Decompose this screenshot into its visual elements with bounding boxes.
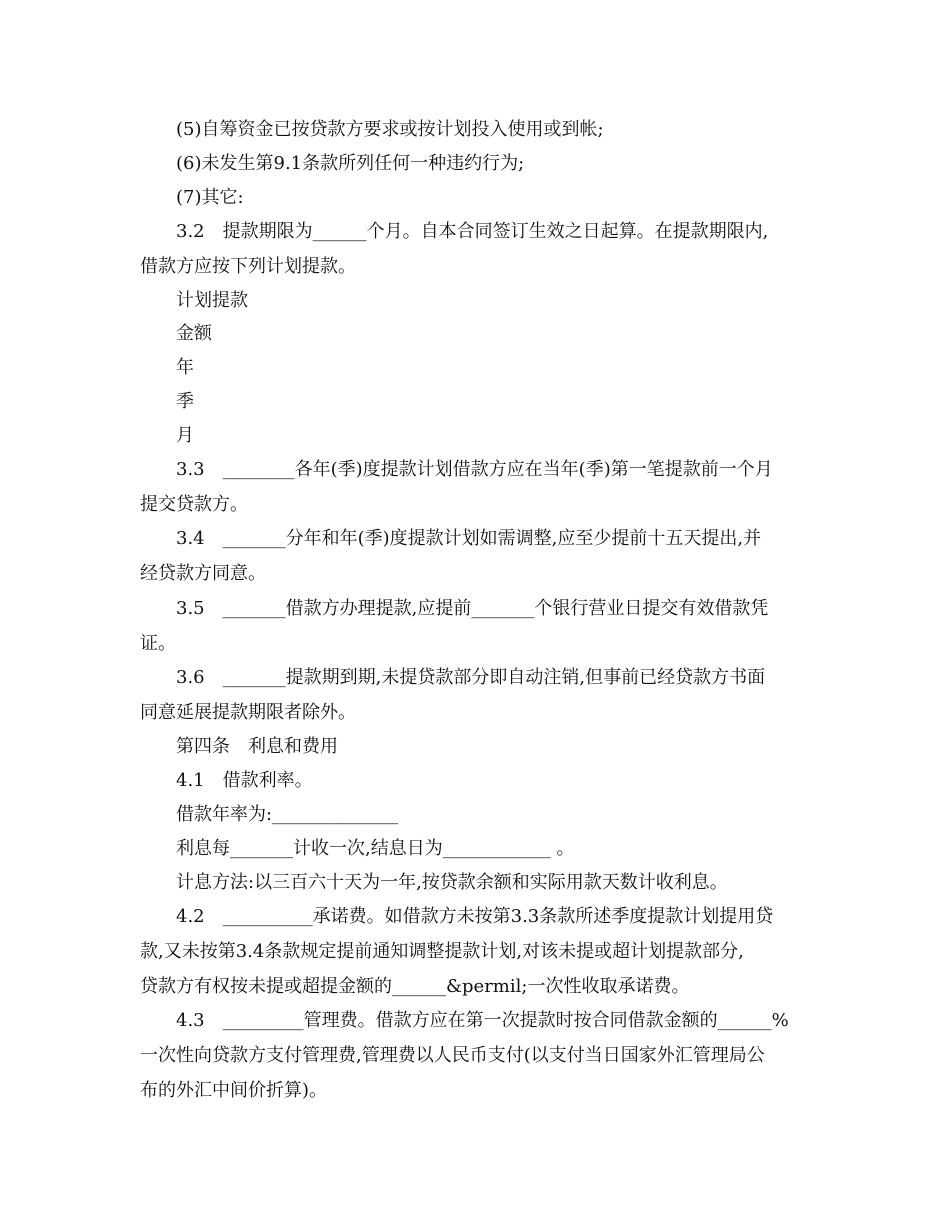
text-line: 借款年率为:______________ (176, 804, 399, 825)
text-line: 利息每_______计收一次,结息日为____________ 。 (176, 838, 575, 859)
text-line: 金额 (176, 323, 212, 344)
text-line: 布的外汇中间价折算)。 (140, 1080, 328, 1101)
text-line: 年 (176, 357, 194, 378)
text-line: 提交贷款方。 (140, 494, 248, 515)
text-line: 经贷款方同意。 (140, 563, 266, 584)
text-line: 3.3 ________各年(季)度提款计划借款方应在当年(季)第一笔提款前一个月 (176, 459, 773, 480)
text-line: 贷款方有权按未提或超提金额的______&permil;一次性收取承诺费。 (140, 976, 690, 997)
text-line: 3.2 提款期限为______个月。自本合同签订生效之日起算。在提款期限内, (176, 221, 769, 242)
text-line: (5)自筹资金已按贷款方要求或按计划投入使用或到帐; (176, 119, 604, 140)
text-line: 计息方法:以三百六十天为一年,按贷款余额和实际用款天数计收利息。 (176, 872, 728, 893)
text-line: 3.5 _______借款方办理提款,应提前_______个银行营业日提交有效借款凭 (176, 598, 769, 619)
text-line: 3.6 _______提款期到期,未提贷款部分即自动注销,但事前已经贷款方书面 (176, 667, 766, 688)
text-line: 款,又未按第3.4条款规定提前通知调整提款计划,对该未提或超计划提款部分, (140, 941, 744, 962)
section-heading: 第四条 利息和费用 (176, 736, 338, 757)
text-line: 4.1 借款利率。 (176, 770, 313, 791)
text-line: 季 (176, 391, 194, 412)
text-line: 月 (176, 425, 194, 446)
text-line: (7)其它: (176, 187, 244, 208)
text-line: 一次性向贷款方支付管理费,管理费以人民币支付(以支付当日国家外汇管理局公 (140, 1045, 765, 1066)
text-line: 4.2 __________承诺费。如借款方未按第3.3条款所述季度提款计划提用贷 (176, 906, 774, 927)
text-line: 3.4 _______分年和年(季)度提款计划如需调整,应至少提前十五天提出,并 (176, 528, 762, 549)
text-line: 计划提款 (176, 290, 248, 311)
text-line: 4.3 _________管理费。借款方应在第一次提款时按合同借款金额的______% (176, 1010, 789, 1031)
text-line: (6)未发生第9.1条款所列任何一种违约行为; (176, 153, 525, 174)
text-line: 证。 (140, 633, 176, 654)
text-line: 同意延展提款期限者除外。 (140, 702, 356, 723)
text-line: 借款方应按下列计划提款。 (140, 256, 356, 277)
